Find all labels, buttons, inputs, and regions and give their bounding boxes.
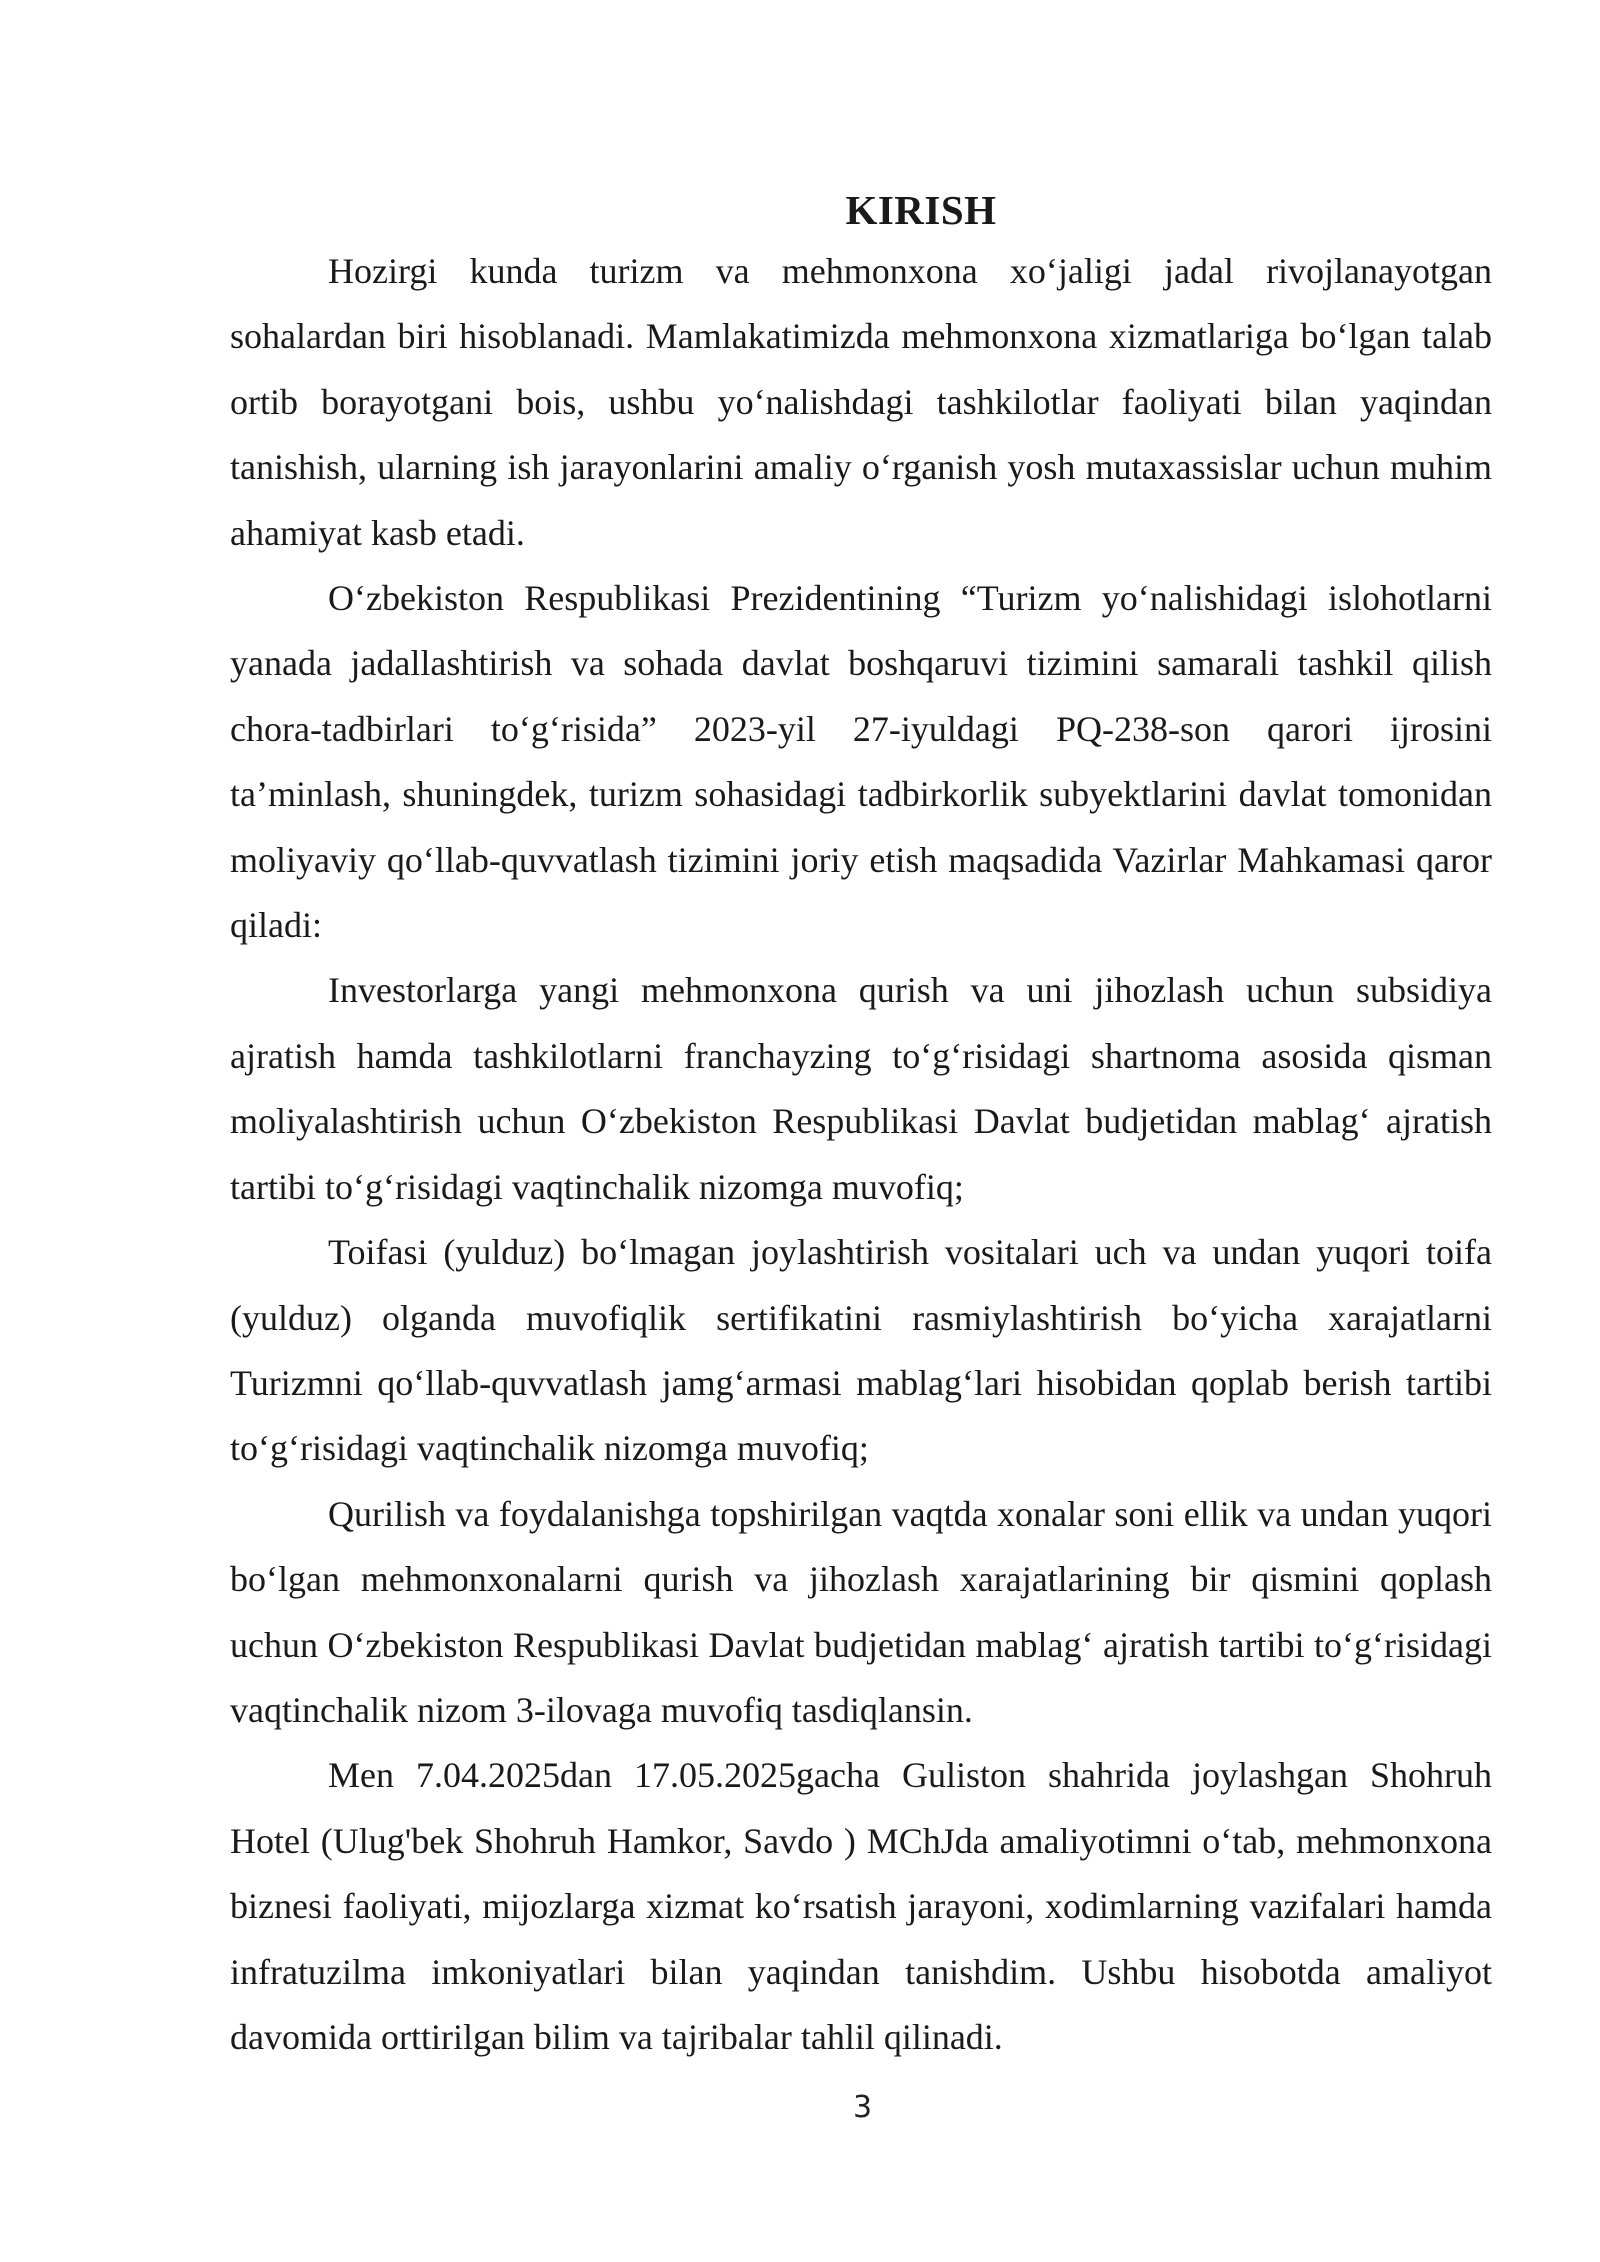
paragraph-intro: Hozirgi kunda turizm va mehmonxona xo‘jaligi jadal rivojlanayotgan sohalardan biri hisoblanadi. Mamlakatimizda mehmonxona xizmatlariga bo‘lgan talab ortib borayotgani bois, ushbu yo‘nalishdagi tashkilotlar faoliyati bilan yaqindan tanishish, ularning ish jarayonlarini amaliy o‘rganish yosh mutaxassislar uchun muhim ahamiyat kasb etadi. (230, 251, 1492, 553)
paragraph-internship: Men 7.04.2025dan 17.05.2025gacha Guliston shahrida joylashgan Shohruh Hotel (Ulug'bek Shohruh Hamkor, Savdo ) MChJda amaliyotimni o‘tab, mehmonxona biznesi faoliyati, mijozlarga xizmat ko‘rsatish jarayoni, xodimlarning vazifalari hamda infratuzilma imkoniyatlari bilan yaqindan tanishdim. Ushbu hisobotda amaliyot davomida orttirilgan bilim va tajribalar tahlil qilinadi. (230, 1755, 1492, 2057)
document-page (230, 185, 1492, 2070)
paragraph-construction-costs: Qurilish va foydalanishga topshirilgan vaqtda xonalar soni ellik va undan yuqori bo‘lgan mehmonxonalarni qurish va jihozlash xarajatlarining bir qismini qoplash uchun O‘zbekiston Respublikasi Davlat budjetidan mablag‘ ajratish tartibi to‘g‘risidagi vaqtinchalik nizom 3-ilovaga muvofiq tasdiqlansin. (230, 1493, 1492, 1730)
page-title: KIRISH (845, 187, 997, 233)
paragraph-investor-subsidy: Investorlarga yangi mehmonxona qurish va uni jihozlash uchun subsidiya ajratish hamda tashkilotlarni franchayzing to‘g‘risidagi shartnoma asosida qisman moliyalashtirish uchun O‘zbekiston Respublikasi Davlat budjetidan mablag‘ ajratish tartibi to‘g‘risidagi vaqtinchalik nizomga muvofiq; (230, 970, 1492, 1207)
paragraph-president-decree: O‘zbekiston Respublikasi Prezidentining “Turizm yo‘nalishidagi islohotlarni yanada jadallashtirish va sohada davlat boshqaruvi tizimini samarali tashkil qilish chora-tadbirlari to‘g‘risida” 2023-yil 27-iyuldagi PQ-238-son qarori ijrosini ta’minlash, shuningdek, turizm sohasidagi tadbirkorlik subyektlarini davlat tomonidan moliyaviy qo‘llab-quvvatlash tizimini joriy etish maqsadida Vazirlar Mahkamasi qaror qiladi: (230, 578, 1492, 946)
paragraph-category-certificate: Toifasi (yulduz) bo‘lmagan joylashtirish vositalari uch va undan yuqori toifa (yulduz) olganda muvofiqlik sertifikatini rasmiylashtirish bo‘yicha xarajatlarni Turizmni qo‘llab-quvvatlash jamg‘armasi mablag‘lari hisobidan qoplab berish tartibi to‘g‘risidagi vaqtinchalik nizomga muvofiq; (230, 1232, 1492, 1469)
page-number: 3 (852, 2090, 873, 2125)
